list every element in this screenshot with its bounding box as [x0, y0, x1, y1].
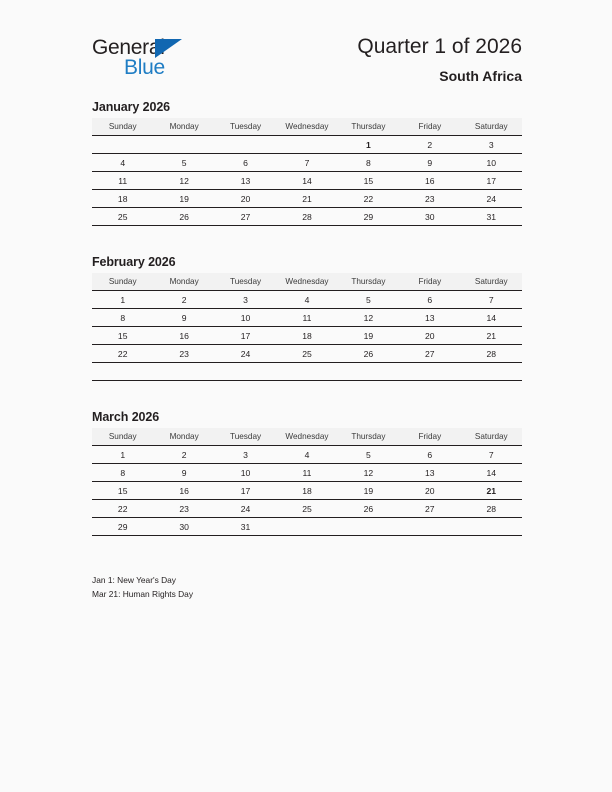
day-cell[interactable]: 30: [153, 518, 214, 536]
day-cell[interactable]: 26: [338, 500, 399, 518]
day-cell[interactable]: 19: [338, 482, 399, 500]
day-cell[interactable]: 5: [338, 446, 399, 464]
day-cell[interactable]: 15: [92, 482, 153, 500]
day-cell[interactable]: 5: [338, 291, 399, 309]
week-row: [92, 327, 522, 345]
empty-day-cell: [153, 363, 214, 381]
week-row: [92, 208, 522, 226]
day-cell[interactable]: 12: [338, 464, 399, 482]
day-cell[interactable]: 14: [276, 172, 337, 190]
month-weeks: [92, 136, 522, 226]
day-cell[interactable]: 13: [215, 172, 276, 190]
month-calendar-table: [92, 273, 522, 381]
page-header: [0, 34, 612, 90]
day-cell[interactable]: 27: [399, 345, 460, 363]
day-cell[interactable]: 21: [461, 327, 522, 345]
week-row: [92, 446, 522, 464]
holiday-notes: [92, 573, 492, 601]
week-row: [92, 136, 522, 154]
day-cell[interactable]: 19: [153, 190, 214, 208]
day-cell[interactable]: 4: [276, 291, 337, 309]
day-cell[interactable]: 6: [215, 154, 276, 172]
day-cell[interactable]: 17: [461, 172, 522, 190]
weekday-header-saturday: Saturday: [461, 118, 522, 136]
month-weeks: [92, 291, 522, 381]
day-cell[interactable]: 22: [338, 190, 399, 208]
day-cell[interactable]: 23: [399, 190, 460, 208]
day-cell[interactable]: 20: [215, 190, 276, 208]
week-row: [92, 309, 522, 327]
weekday-header-monday: Monday: [153, 118, 214, 136]
day-cell[interactable]: 27: [399, 500, 460, 518]
weekday-header-thursday: Thursday: [338, 428, 399, 446]
empty-day-cell: [92, 363, 153, 381]
day-cell[interactable]: 14: [461, 309, 522, 327]
day-cell[interactable]: 3: [215, 446, 276, 464]
month-block-february: [92, 255, 522, 381]
weekday-header-saturday: Saturday: [461, 428, 522, 446]
day-cell[interactable]: 19: [338, 327, 399, 345]
empty-day-cell: [276, 136, 337, 154]
day-cell[interactable]: 3: [215, 291, 276, 309]
month-calendar-table: [92, 428, 522, 536]
day-cell[interactable]: 2: [153, 446, 214, 464]
weekday-header-row: [92, 118, 522, 136]
day-cell[interactable]: 29: [92, 518, 153, 536]
weekday-header-wednesday: Wednesday: [276, 273, 337, 291]
day-cell[interactable]: 15: [338, 172, 399, 190]
day-cell[interactable]: 23: [153, 500, 214, 518]
page-subtitle: South Africa: [439, 68, 522, 84]
day-cell[interactable]: 4: [276, 446, 337, 464]
weekday-header-thursday: Thursday: [338, 118, 399, 136]
brand-name-general: General: [92, 36, 165, 59]
day-cell[interactable]: 9: [153, 309, 214, 327]
day-cell[interactable]: 2: [153, 291, 214, 309]
day-cell[interactable]: 7: [461, 291, 522, 309]
week-row: [92, 518, 522, 536]
day-cell[interactable]: 26: [338, 345, 399, 363]
day-cell[interactable]: 18: [276, 327, 337, 345]
weekday-header-monday: Monday: [153, 273, 214, 291]
day-cell[interactable]: 11: [276, 309, 337, 327]
day-cell[interactable]: 25: [92, 208, 153, 226]
empty-day-cell: [338, 363, 399, 381]
day-cell[interactable]: 17: [215, 327, 276, 345]
empty-day-cell: [461, 518, 522, 536]
empty-day-cell: [215, 136, 276, 154]
holiday-day-cell[interactable]: 21: [461, 482, 522, 500]
day-cell[interactable]: 31: [461, 208, 522, 226]
day-cell[interactable]: 25: [276, 345, 337, 363]
page-title: Quarter 1 of 2026: [357, 35, 522, 58]
day-cell[interactable]: 5: [153, 154, 214, 172]
holiday-day-cell[interactable]: 1: [338, 136, 399, 154]
empty-day-cell: [399, 518, 460, 536]
day-cell[interactable]: 4: [92, 154, 153, 172]
month-block-january: [92, 100, 522, 226]
day-cell[interactable]: 11: [92, 172, 153, 190]
weekday-header-row: [92, 273, 522, 291]
day-cell[interactable]: 26: [153, 208, 214, 226]
day-cell[interactable]: 6: [399, 291, 460, 309]
weekday-header-tuesday: Tuesday: [215, 118, 276, 136]
day-cell[interactable]: 28: [461, 345, 522, 363]
week-row: [92, 154, 522, 172]
day-cell[interactable]: 20: [399, 327, 460, 345]
week-row: [92, 500, 522, 518]
week-row: [92, 464, 522, 482]
weekday-header-friday: Friday: [399, 118, 460, 136]
weekday-header-sunday: Sunday: [92, 273, 153, 291]
day-cell[interactable]: 10: [461, 154, 522, 172]
weekday-header-wednesday: Wednesday: [276, 118, 337, 136]
day-cell[interactable]: 13: [399, 464, 460, 482]
brand-logo: [92, 36, 292, 88]
week-row: [92, 482, 522, 500]
holiday-note: Mar 21: Human Rights Day: [92, 589, 194, 599]
day-cell[interactable]: 28: [276, 208, 337, 226]
day-cell[interactable]: 24: [215, 345, 276, 363]
empty-day-cell: [276, 518, 337, 536]
week-row: [92, 363, 522, 381]
day-cell[interactable]: 8: [338, 154, 399, 172]
weekday-header-saturday: Saturday: [461, 273, 522, 291]
day-cell[interactable]: 9: [153, 464, 214, 482]
day-cell[interactable]: 20: [399, 482, 460, 500]
weekday-header-wednesday: Wednesday: [276, 428, 337, 446]
day-cell[interactable]: 28: [461, 500, 522, 518]
day-cell[interactable]: 13: [399, 309, 460, 327]
day-cell[interactable]: 7: [276, 154, 337, 172]
day-cell[interactable]: 22: [92, 345, 153, 363]
week-row: [92, 291, 522, 309]
day-cell[interactable]: 1: [92, 291, 153, 309]
brand-name-blue: Blue: [124, 56, 165, 79]
day-cell[interactable]: 21: [276, 190, 337, 208]
day-cell[interactable]: 18: [92, 190, 153, 208]
week-row: [92, 190, 522, 208]
day-cell[interactable]: 17: [215, 482, 276, 500]
weekday-header-tuesday: Tuesday: [215, 428, 276, 446]
day-cell[interactable]: 16: [399, 172, 460, 190]
day-cell[interactable]: 8: [92, 309, 153, 327]
month-weeks: [92, 446, 522, 536]
month-block-march: [92, 410, 522, 536]
day-cell[interactable]: 10: [215, 309, 276, 327]
empty-day-cell: [92, 136, 153, 154]
day-cell[interactable]: 3: [461, 136, 522, 154]
week-row: [92, 172, 522, 190]
empty-day-cell: [399, 363, 460, 381]
day-cell[interactable]: 27: [215, 208, 276, 226]
weekday-header-sunday: Sunday: [92, 428, 153, 446]
weekday-header-friday: Friday: [399, 273, 460, 291]
day-cell[interactable]: 14: [461, 464, 522, 482]
day-cell[interactable]: 29: [338, 208, 399, 226]
empty-day-cell: [276, 363, 337, 381]
weekday-header-thursday: Thursday: [338, 273, 399, 291]
empty-day-cell: [338, 518, 399, 536]
day-cell[interactable]: 31: [215, 518, 276, 536]
day-cell[interactable]: 24: [215, 500, 276, 518]
day-cell[interactable]: 25: [276, 500, 337, 518]
day-cell[interactable]: 11: [276, 464, 337, 482]
day-cell[interactable]: 30: [399, 208, 460, 226]
day-cell[interactable]: 22: [92, 500, 153, 518]
empty-day-cell: [215, 363, 276, 381]
month-calendar-table: [92, 118, 522, 226]
day-cell[interactable]: 24: [461, 190, 522, 208]
month-title: February 2026: [92, 255, 176, 269]
weekday-header-friday: Friday: [399, 428, 460, 446]
day-cell[interactable]: 12: [338, 309, 399, 327]
day-cell[interactable]: 23: [153, 345, 214, 363]
day-cell[interactable]: 6: [399, 446, 460, 464]
month-title: January 2026: [92, 100, 171, 114]
day-cell[interactable]: 12: [153, 172, 214, 190]
month-title: March 2026: [92, 410, 160, 424]
day-cell[interactable]: 1: [92, 446, 153, 464]
day-cell[interactable]: 9: [399, 154, 460, 172]
weekday-header-sunday: Sunday: [92, 118, 153, 136]
day-cell[interactable]: 16: [153, 327, 214, 345]
day-cell[interactable]: 7: [461, 446, 522, 464]
week-row: [92, 345, 522, 363]
empty-day-cell: [461, 363, 522, 381]
empty-day-cell: [153, 136, 214, 154]
holiday-note: Jan 1: New Year's Day: [92, 575, 176, 585]
day-cell[interactable]: 18: [276, 482, 337, 500]
day-cell[interactable]: 10: [215, 464, 276, 482]
day-cell[interactable]: 8: [92, 464, 153, 482]
weekday-header-tuesday: Tuesday: [215, 273, 276, 291]
weekday-header-row: [92, 428, 522, 446]
title-block: [357, 34, 522, 86]
day-cell[interactable]: 15: [92, 327, 153, 345]
day-cell[interactable]: 2: [399, 136, 460, 154]
day-cell[interactable]: 16: [153, 482, 214, 500]
weekday-header-monday: Monday: [153, 428, 214, 446]
